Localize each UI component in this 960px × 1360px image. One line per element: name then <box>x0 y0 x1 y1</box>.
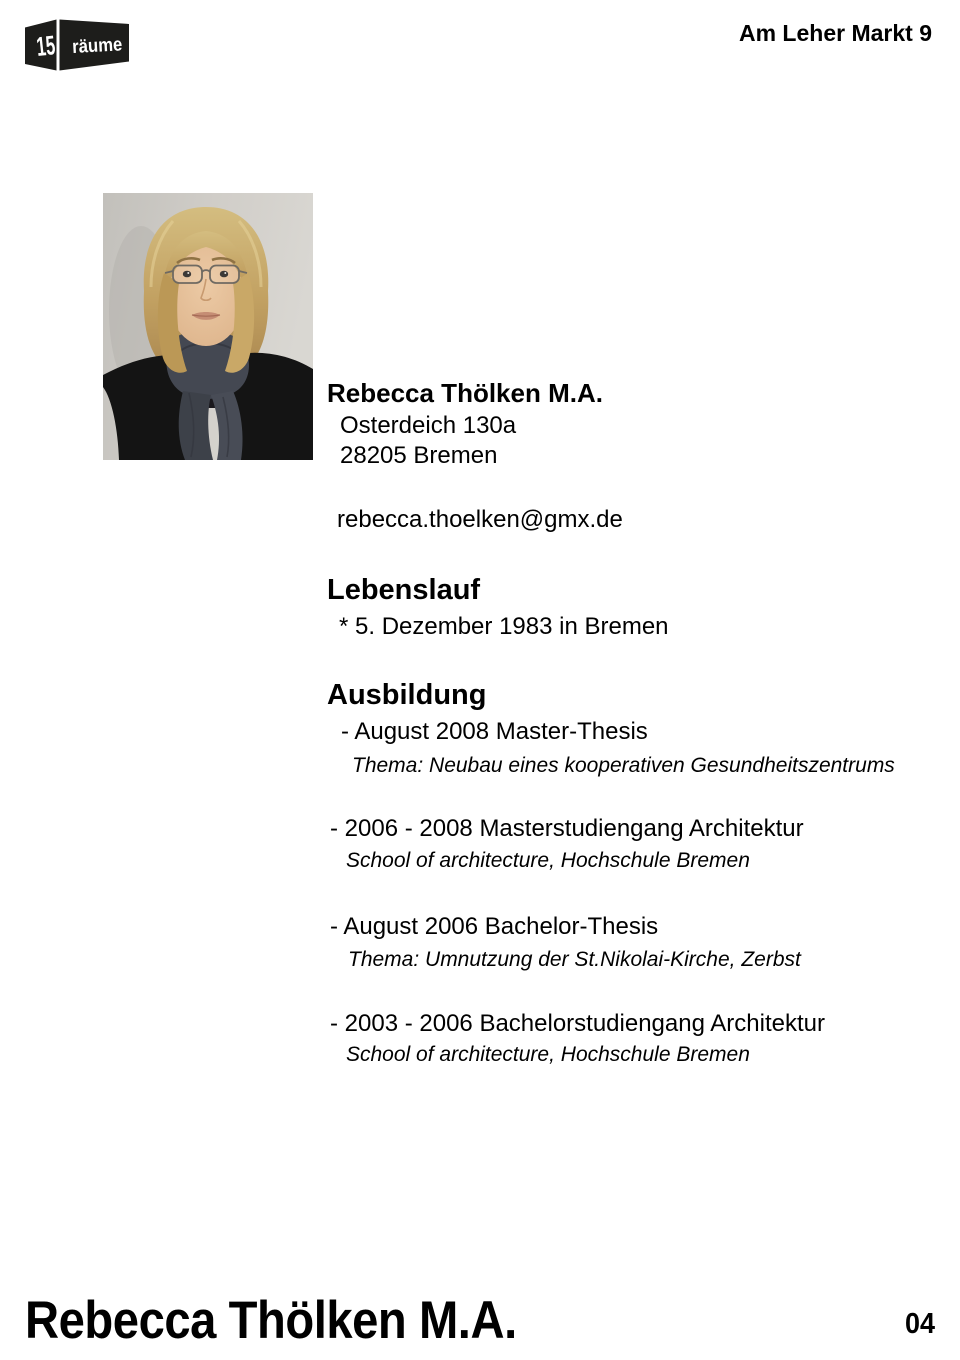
education-entry-title: - 2003 - 2006 Bachelorstudiengang Architektur <box>330 1010 825 1037</box>
education-entry-subtitle: Thema: Umnutzung der St.Nikolai-Kirche, Zerbst <box>348 948 801 971</box>
education-entry-title: - August 2008 Master-Thesis <box>341 718 648 745</box>
section-title-ausbildung: Ausbildung <box>327 679 487 711</box>
education-entry-title: - 2006 - 2008 Masterstudiengang Architektur <box>330 815 804 842</box>
education-entry-subtitle: School of architecture, Hochschule Bremen <box>346 1043 750 1066</box>
address-street: Osterdeich 130a <box>340 412 517 439</box>
footer-person-name: Rebecca Thölken M.A. <box>25 1291 517 1350</box>
education-entry-title: - August 2006 Bachelor-Thesis <box>330 913 659 940</box>
portrait-photo <box>103 193 313 460</box>
logo-word: räume <box>71 33 123 58</box>
education-entry-subtitle: Thema: Neubau eines kooperativen Gesundheitszentrums <box>352 754 895 777</box>
email-address: rebecca.thoelken@gmx.de <box>337 506 623 533</box>
logo-number: 15 <box>34 30 57 62</box>
education-entry-subtitle: School of architecture, Hochschule Bremen <box>346 849 750 872</box>
address-city: 28205 Bremen <box>340 442 498 469</box>
birth-line: * 5. Dezember 1983 in Bremen <box>339 613 669 640</box>
fifteen-raeume-logo <box>25 19 129 71</box>
page-number: 04 <box>905 1308 936 1340</box>
section-title-lebenslauf: Lebenslauf <box>327 574 481 606</box>
person-name: Rebecca Thölken M.A. <box>327 378 603 408</box>
letterhead-address: Am Leher Markt 9 <box>738 20 932 46</box>
